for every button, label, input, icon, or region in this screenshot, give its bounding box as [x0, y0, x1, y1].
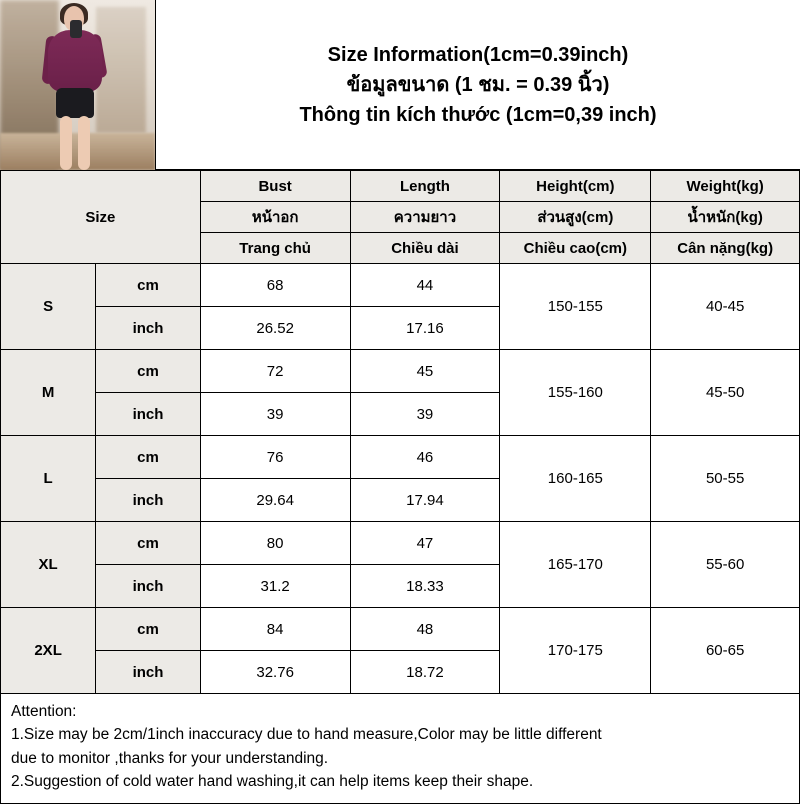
- model-leg-right: [78, 116, 90, 170]
- col-header-length-en: Length: [350, 171, 500, 202]
- bust-inch-m: 39: [200, 393, 350, 436]
- col-header-weight-en: Weight(kg): [651, 171, 800, 202]
- length-cm-m: 45: [350, 350, 500, 393]
- col-header-weight-vi: Cân nặng(kg): [651, 233, 800, 264]
- title-block: [156, 0, 800, 169]
- bust-cm-2xl: 84: [200, 608, 350, 651]
- attention-line-1: 1.Size may be 2cm/1inch inaccuracy due to hand measure,Color may be little different: [11, 726, 602, 744]
- col-header-height-vi: Chiều cao(cm): [500, 233, 651, 264]
- length-cm-l: 46: [350, 436, 500, 479]
- product-photo: [0, 0, 156, 170]
- weight-l: 50-55: [651, 436, 800, 522]
- model-leg-left: [60, 116, 72, 170]
- attention-line-2: due to monitor ,thanks for your understanding.: [11, 749, 329, 767]
- length-cm-xl: 47: [350, 522, 500, 565]
- title-line-vi: Thông tin kích thước (1cm=0,39 inch): [299, 103, 657, 126]
- length-inch-xl: 18.33: [350, 565, 500, 608]
- bust-inch-s: 26.52: [200, 307, 350, 350]
- title-line-en: Size Information(1cm=0.39inch): [327, 43, 629, 66]
- bust-inch-xl: 31.2: [200, 565, 350, 608]
- size-label-2xl: 2XL: [1, 608, 96, 694]
- model-shorts: [56, 88, 94, 118]
- length-inch-l: 17.94: [350, 479, 500, 522]
- unit-inch: inch: [96, 565, 201, 608]
- size-table: [0, 170, 800, 694]
- bust-inch-l: 29.64: [200, 479, 350, 522]
- bust-inch-2xl: 32.76: [200, 651, 350, 694]
- height-m: 155-160: [500, 350, 651, 436]
- size-label-l: L: [1, 436, 96, 522]
- bust-cm-xl: 80: [200, 522, 350, 565]
- weight-s: 40-45: [651, 264, 800, 350]
- col-header-height-en: Height(cm): [500, 171, 651, 202]
- height-l: 160-165: [500, 436, 651, 522]
- col-header-bust-vi: Trang chủ: [200, 233, 350, 264]
- table-row: [1, 350, 800, 393]
- attention-line-3: 2.Suggestion of cold water hand washing,it can help items keep their shape.: [11, 772, 534, 790]
- weight-m: 45-50: [651, 350, 800, 436]
- length-inch-m: 39: [350, 393, 500, 436]
- unit-inch: inch: [96, 479, 201, 522]
- table-row: [1, 264, 800, 307]
- size-label-s: S: [1, 264, 96, 350]
- length-inch-2xl: 18.72: [350, 651, 500, 694]
- unit-inch: inch: [96, 307, 201, 350]
- size-label-xl: XL: [1, 522, 96, 608]
- size-header-cell: Size: [1, 171, 201, 264]
- table-header-row-en: [1, 171, 800, 202]
- length-cm-2xl: 48: [350, 608, 500, 651]
- title-line-th: ข้อมูลขนาด (1 ชม. = 0.39 นิ้ว): [346, 73, 610, 96]
- attention-title: Attention:: [11, 703, 77, 720]
- col-header-bust-th: หน้าอก: [200, 202, 350, 233]
- col-header-height-th: ส่วนสูง(cm): [500, 202, 651, 233]
- col-header-weight-th: น้ำหนัก(kg): [651, 202, 800, 233]
- header: [0, 0, 800, 170]
- col-header-length-th: ความยาว: [350, 202, 500, 233]
- bust-cm-s: 68: [200, 264, 350, 307]
- unit-inch: inch: [96, 651, 201, 694]
- height-xl: 165-170: [500, 522, 651, 608]
- size-label-m: M: [1, 350, 96, 436]
- unit-cm: cm: [96, 522, 201, 565]
- unit-inch: inch: [96, 393, 201, 436]
- unit-cm: cm: [96, 608, 201, 651]
- table-row: [1, 608, 800, 651]
- height-s: 150-155: [500, 264, 651, 350]
- length-cm-s: 44: [350, 264, 500, 307]
- unit-cm: cm: [96, 264, 201, 307]
- bust-cm-l: 76: [200, 436, 350, 479]
- height-2xl: 170-175: [500, 608, 651, 694]
- col-header-length-vi: Chiều dài: [350, 233, 500, 264]
- model-top: [48, 30, 102, 92]
- weight-2xl: 60-65: [651, 608, 800, 694]
- unit-cm: cm: [96, 350, 201, 393]
- length-inch-s: 17.16: [350, 307, 500, 350]
- unit-cm: cm: [96, 436, 201, 479]
- attention-block: [0, 694, 800, 804]
- table-row: [1, 436, 800, 479]
- table-row: [1, 522, 800, 565]
- col-header-bust-en: Bust: [200, 171, 350, 202]
- photo-model: [42, 6, 108, 170]
- phone-icon: [70, 20, 82, 38]
- bust-cm-m: 72: [200, 350, 350, 393]
- weight-xl: 55-60: [651, 522, 800, 608]
